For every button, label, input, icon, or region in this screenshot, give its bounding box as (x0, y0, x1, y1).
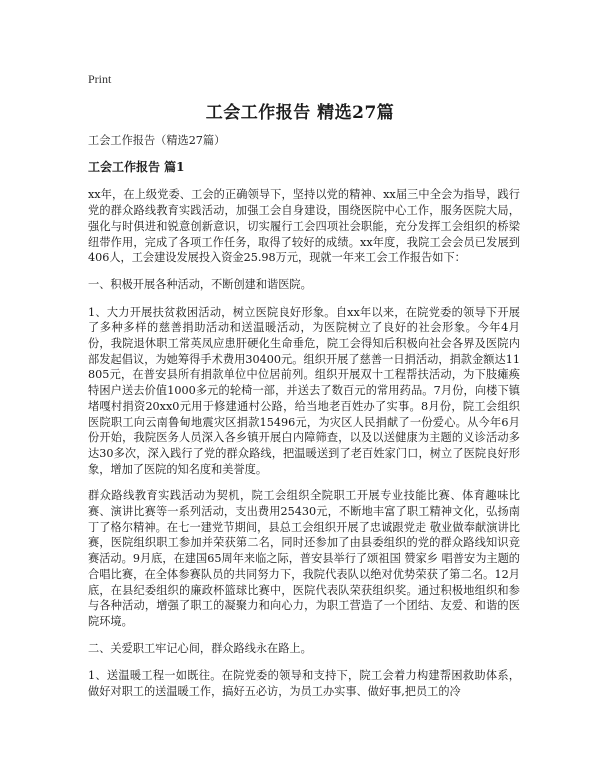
section-heading: 工会工作报告 篇1 (88, 159, 185, 174)
section-title-1: 一、积极开展各种活动，不断创建和谐医院。 (88, 277, 312, 291)
document-body (88, 133, 520, 711)
document-subtitle: 工会工作报告（精选27篇） (88, 134, 226, 147)
print-label[interactable]: Print (88, 72, 112, 86)
document-title: 工会工作报告 精选27篇 (205, 103, 395, 123)
paragraph-poverty-relief: 1、大力开展扶贫救困活动，树立医院良好形象。自xx年以来，在院党委的领导下开展了多种多样的慈善捐助活动和送温暖活动，为医院树立了良好的社会形象。今年4月份，我院退休职工常英凤应患肝硬化生命垂危，院工会得知后积极向社会各界及医院内部发起倡议，为她筹得手术费用30400元。组织开展了慈善一日捐活动，捐款金额达11805元，在普安县所有捐款单位中位居前列。组织开展双十工程帮扶活动，为下肢瘫痪特困户送去价值1000多元的轮椅一部，并送去了数百元的常用药品。7月份，向楼下镇堵嘎村捐资20xx0元用于修建通村公路，给当地老百姓办了实事。8月份，院工会组织医院职工向云南鲁甸地震灾区捐款15496元，为灾区人民捐献了一份爱心。从今年6月份开始，我院医务人员深入各乡镇开展白内障筛查，以及以送健康为主题的义诊活动多达30多次，深入践行了党的群众路线，把温暖送到了老百姓家门口，树立了医院良好形象，增加了医院的知名度和美誉度。 (88, 305, 520, 476)
paragraph-warmth-project: 1、送温暖工程一如既往。在院党委的领导和支持下，院工会着力构建帮困救助体系，做好对职工的送温暖工作，搞好五必访，为员工办实事、做好事,把员工的冷 (88, 669, 520, 699)
paragraph-intro: xx年，在上级党委、工会的正确领导下，坚持以党的精神、xx届三中全会为指导，践行党的群众路线教育实践活动，加强工会自身建设，围绕医院中心工作，服务医院大局，强化与时俱进和锐意创新意识，切实履行工会四项社会职能，充分发挥工会组织的桥梁纽带作用，完成了各项工作任务，取得了较好的成绩。xx年度，我院工会会员已发展到406人，工会建设发展投入资金25.98万元，现就一年来工会工作报告如下： (88, 188, 520, 265)
paragraph-activities: 群众路线教育实践活动为契机，院工会组织全院职工开展专业技能比赛、体育趣味比赛、演讲比赛等一系列活动，支出费用25430元，不断地丰富了职工精神文化，弘扬南丁了格尔精神。在七一建党节期间，县总工会组织开展了忠诚跟党走 敬业做奉献演讲比赛，医院组织职工参加并荣获第二名，同时还参加了由县委组织的党的群众路线知识竞赛活动。9月底，在建国65周年来临之际，普安县举行了颂祖国 赞家乡 唱普安为主题的合唱比赛，在全体参赛队员的共同努力下，我院代表队以绝对优势荣获了第二名。12月底，在县纪委组织的廉政杯篮球比赛中，医院代表队荣获组织奖。通过积极地组织和参与各种活动，增强了职工的凝聚力和向心力，为职工营造了一个团结、友爱、和谐的医院环境。 (88, 489, 520, 628)
section-title-2: 二、关爱职工牢记心间，群众路线永在路上。 (88, 641, 312, 655)
